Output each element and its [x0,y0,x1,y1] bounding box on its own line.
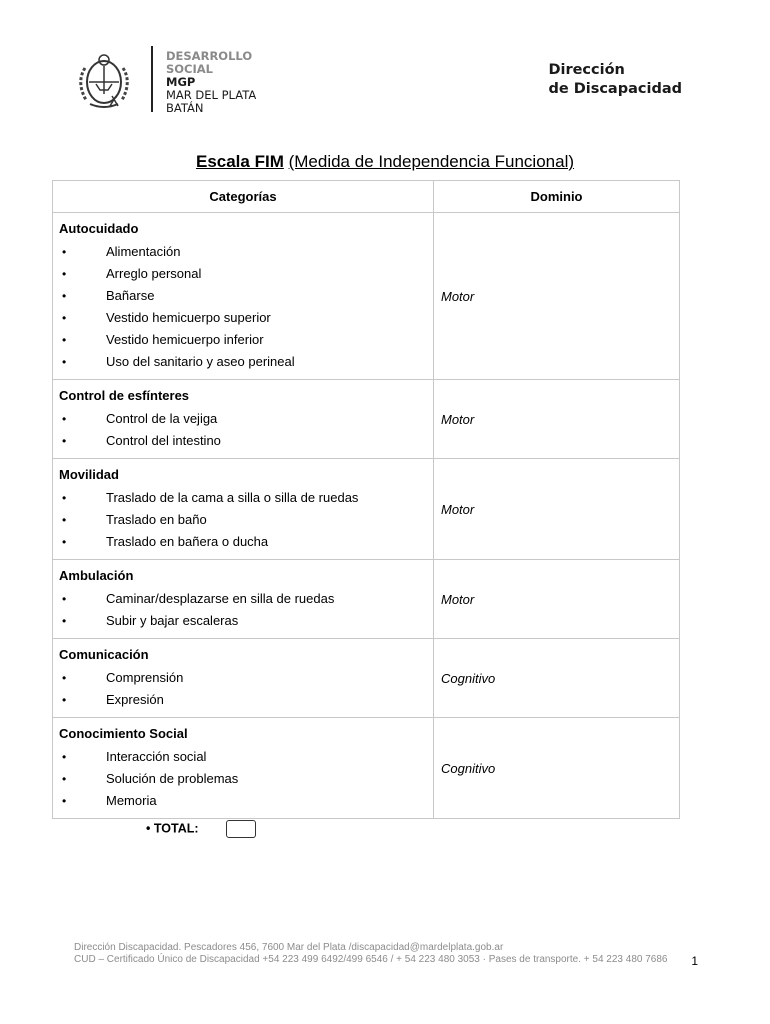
bullet-icon: • [62,794,67,808]
domain-cell: Motor [434,213,680,380]
total-label: TOTAL: [153,821,199,836]
table-row [53,560,680,639]
bullet-icon: • [62,434,67,448]
bullet-icon: • [62,772,67,786]
category-cell [53,213,434,380]
category-cell [53,380,434,459]
bullet-icon: • [62,750,67,764]
item-label: Traslado en baño [106,512,207,527]
list-item [59,531,427,553]
item-label: Vestido hemicuerpo superior [106,310,271,325]
page-number: 1 [691,954,698,968]
list-item [59,430,427,452]
total-bullet: • [146,821,151,836]
list-item [59,509,427,531]
item-label: Uso del sanitario y aseo perineal [106,354,295,369]
item-label: Bañarse [106,288,155,303]
total-input-box[interactable] [226,820,256,838]
domain-cell: Motor [434,560,680,639]
title-sub: (Medida de Independencia Funcional) [288,152,575,171]
col-domain: Dominio [434,181,680,213]
bullet-icon: • [62,412,67,426]
category-heading: Autocuidado [59,221,139,236]
bullet-icon: • [62,535,67,549]
direction-line-2: de Discapacidad [548,81,682,97]
footer-line-2: CUD – Certificado Único de Discapacidad +54 223 499 6492/499 6546 / + 54 223 480 3053 · Pases de transporte. + 54 223 480 7686 [74,954,668,965]
category-heading: Comunicación [59,647,149,662]
category-item-list [59,241,427,373]
total-row [146,820,256,838]
item-label: Caminar/desplazarse en silla de ruedas [106,591,335,606]
title-main: Escala FIM [195,152,284,171]
org-line-4: MAR DEL PLATA [166,88,257,102]
category-item-list [59,588,427,632]
coat-of-arms-icon [72,48,136,112]
domain-cell: Cognitivo [434,639,680,718]
domain-cell: Motor [434,380,680,459]
table-row [53,718,680,819]
table-row [53,213,680,380]
item-label: Solución de problemas [106,771,239,786]
category-heading: Movilidad [59,467,119,482]
list-item [59,408,427,430]
item-label: Memoria [106,793,157,808]
category-heading: Conocimiento Social [59,726,188,741]
list-item [59,610,427,632]
category-item-list [59,746,427,812]
list-item [59,689,427,711]
table-header-row [53,181,680,213]
item-label: Interacción social [106,749,207,764]
footer-line-1: Dirección Discapacidad. Pescadores 456, 7600 Mar del Plata /discapacidad@mardelplata.gob.ar [74,942,504,953]
list-item [59,351,427,373]
list-item [59,263,427,285]
item-label: Traslado en bañera o ducha [106,534,269,549]
fim-table [52,180,680,819]
category-heading: Control de esfínteres [59,388,190,403]
org-line-2: SOCIAL [166,62,214,76]
item-label: Alimentación [106,244,181,259]
item-label: Expresión [106,692,164,707]
bullet-icon: • [62,491,67,505]
org-line-5: BATÁN [166,101,204,115]
list-item [59,667,427,689]
bullet-icon: • [62,693,67,707]
item-label: Control del intestino [106,433,221,448]
category-cell [53,639,434,718]
list-item [59,768,427,790]
list-item [59,329,427,351]
list-item [59,241,427,263]
bullet-icon: • [62,614,67,628]
col-categories: Categorías [53,181,434,213]
list-item [59,790,427,812]
category-cell [53,560,434,639]
bullet-icon: • [62,592,67,606]
category-item-list [59,408,427,452]
bullet-icon: • [62,289,67,303]
category-cell [53,718,434,819]
table-row [53,459,680,560]
list-item [59,487,427,509]
category-heading: Ambulación [59,568,134,583]
item-label: Subir y bajar escaleras [106,613,239,628]
table-row [53,639,680,718]
header-divider [151,46,153,112]
item-label: Arreglo personal [106,266,202,281]
category-item-list [59,667,427,711]
bullet-icon: • [62,267,67,281]
bullet-icon: • [62,333,67,347]
list-item [59,588,427,610]
direction-line-1: Dirección [548,62,625,78]
bullet-icon: • [62,311,67,325]
bullet-icon: • [62,671,67,685]
list-item [59,746,427,768]
org-line-1: DESARROLLO [166,49,253,63]
category-item-list [59,487,427,553]
item-label: Vestido hemicuerpo inferior [106,332,264,347]
item-label: Comprensión [106,670,184,685]
item-label: Control de la vejiga [106,411,218,426]
direction-title [548,61,682,99]
table-row [53,380,680,459]
category-cell [53,459,434,560]
bullet-icon: • [62,513,67,527]
list-item [59,307,427,329]
org-line-3: MGP [166,75,196,89]
bullet-icon: • [62,355,67,369]
footer [74,942,667,966]
list-item [59,285,427,307]
header-logo [72,44,272,114]
domain-cell: Motor [434,459,680,560]
bullet-icon: • [62,245,67,259]
org-name [166,50,256,115]
domain-cell: Cognitivo [434,718,680,819]
item-label: Traslado de la cama a silla o silla de ruedas [106,490,359,505]
page-title [0,152,770,172]
